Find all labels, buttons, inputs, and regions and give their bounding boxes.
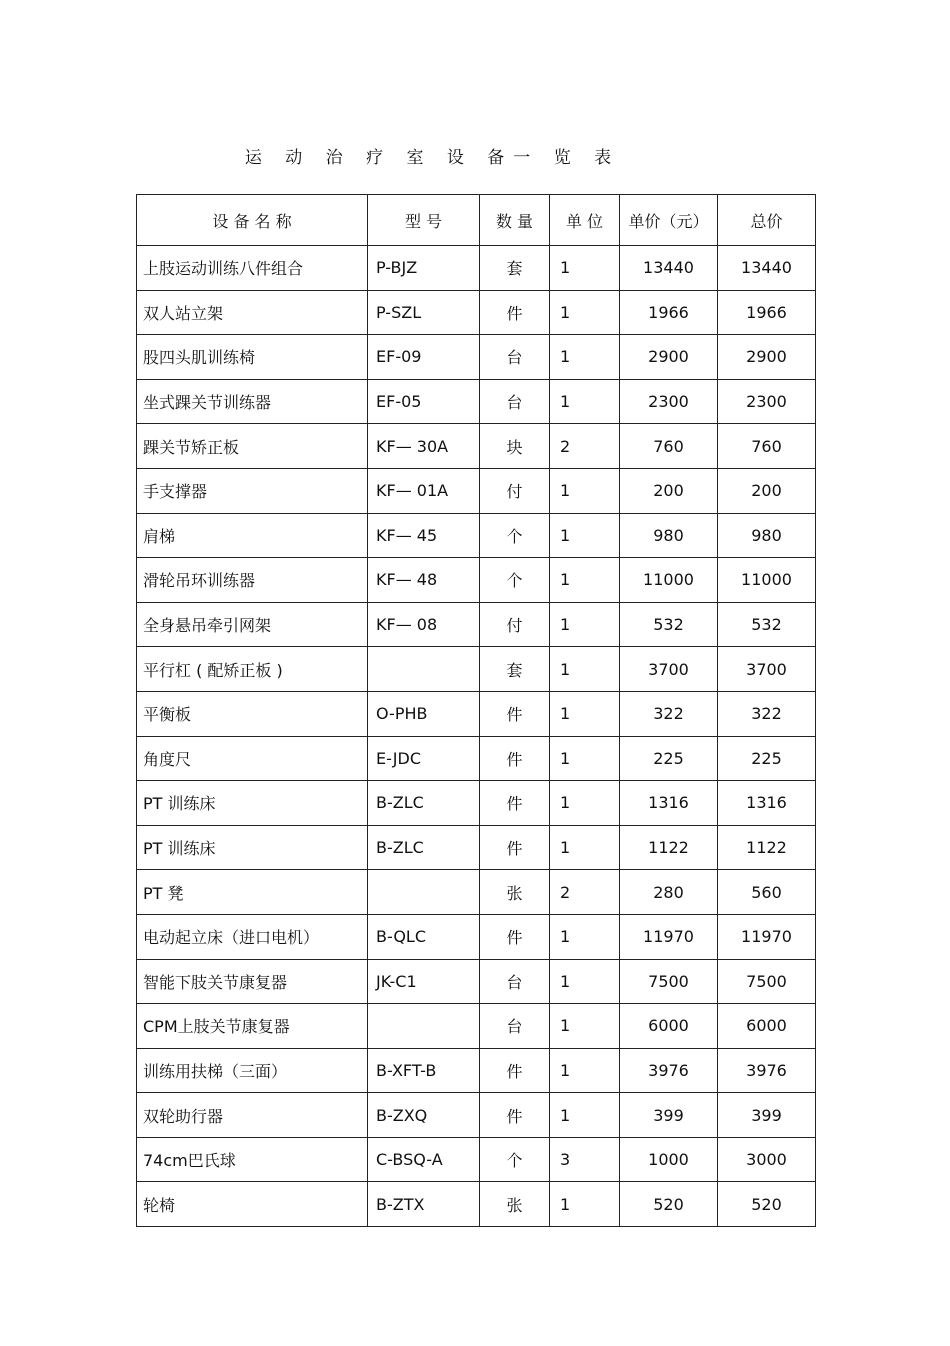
- cell-model: P-BJZ: [368, 246, 480, 291]
- cell-unit: 3: [550, 1137, 620, 1182]
- cell-unit: 1: [550, 468, 620, 513]
- table-row: [137, 914, 816, 959]
- cell-model: KF— 48: [368, 558, 480, 603]
- cell-unit-price: 1000: [620, 1137, 718, 1182]
- table-row: [137, 290, 816, 335]
- cell-quantity: 张: [480, 870, 550, 915]
- cell-total: 3000: [718, 1137, 816, 1182]
- cell-total: 200: [718, 468, 816, 513]
- cell-unit-price: 200: [620, 468, 718, 513]
- table-row: [137, 736, 816, 781]
- cell-model: P-SZL: [368, 290, 480, 335]
- cell-quantity: 件: [480, 691, 550, 736]
- cell-model: B-ZLC: [368, 781, 480, 826]
- table-row: [137, 602, 816, 647]
- cell-model: [368, 1004, 480, 1049]
- cell-name: 轮椅: [137, 1182, 368, 1227]
- cell-name: 74cm巴氏球: [137, 1137, 368, 1182]
- cell-unit: 1: [550, 558, 620, 603]
- cell-name: CPM上肢关节康复器: [137, 1004, 368, 1049]
- cell-model: JK-C1: [368, 959, 480, 1004]
- cell-name: PT 训练床: [137, 825, 368, 870]
- cell-name: 训练用扶梯（三面）: [137, 1048, 368, 1093]
- cell-name: 双轮助行器: [137, 1093, 368, 1138]
- header-name: 设 备 名 称: [137, 195, 368, 246]
- table-row: [137, 1137, 816, 1182]
- cell-unit-price: 1966: [620, 290, 718, 335]
- table-header-row: [137, 195, 816, 246]
- cell-unit-price: 3700: [620, 647, 718, 692]
- cell-unit-price: 2300: [620, 379, 718, 424]
- header-quantity: 数 量: [480, 195, 550, 246]
- cell-quantity: 付: [480, 602, 550, 647]
- cell-name: 角度尺: [137, 736, 368, 781]
- cell-total: 225: [718, 736, 816, 781]
- cell-unit: 1: [550, 959, 620, 1004]
- cell-quantity: 套: [480, 246, 550, 291]
- cell-unit: 1: [550, 914, 620, 959]
- cell-total: 980: [718, 513, 816, 558]
- cell-model: EF-05: [368, 379, 480, 424]
- cell-total: 11970: [718, 914, 816, 959]
- cell-name: 双人站立架: [137, 290, 368, 335]
- cell-unit: 2: [550, 870, 620, 915]
- cell-quantity: 件: [480, 781, 550, 826]
- cell-unit: 1: [550, 246, 620, 291]
- cell-model: B-ZXQ: [368, 1093, 480, 1138]
- cell-quantity: 付: [480, 468, 550, 513]
- cell-unit-price: 532: [620, 602, 718, 647]
- cell-unit-price: 11000: [620, 558, 718, 603]
- cell-model: KF— 01A: [368, 468, 480, 513]
- cell-quantity: 个: [480, 513, 550, 558]
- cell-unit: 1: [550, 825, 620, 870]
- cell-quantity: 台: [480, 335, 550, 380]
- table-row: [137, 647, 816, 692]
- cell-total: 6000: [718, 1004, 816, 1049]
- header-total: 总价: [718, 195, 816, 246]
- cell-total: 520: [718, 1182, 816, 1227]
- cell-model: E-JDC: [368, 736, 480, 781]
- cell-unit: 2: [550, 424, 620, 469]
- cell-quantity: 套: [480, 647, 550, 692]
- cell-unit: 1: [550, 1182, 620, 1227]
- cell-unit-price: 760: [620, 424, 718, 469]
- cell-unit: 1: [550, 781, 620, 826]
- cell-quantity: 台: [480, 379, 550, 424]
- cell-quantity: 件: [480, 825, 550, 870]
- cell-name: 平衡板: [137, 691, 368, 736]
- cell-name: PT 凳: [137, 870, 368, 915]
- table-row: [137, 1004, 816, 1049]
- cell-total: 7500: [718, 959, 816, 1004]
- cell-model: B-XFT-B: [368, 1048, 480, 1093]
- cell-quantity: 个: [480, 1137, 550, 1182]
- cell-model: KF— 30A: [368, 424, 480, 469]
- cell-unit: 1: [550, 379, 620, 424]
- table-row: [137, 513, 816, 558]
- cell-unit: 1: [550, 335, 620, 380]
- cell-quantity: 件: [480, 736, 550, 781]
- cell-name: 滑轮吊环训练器: [137, 558, 368, 603]
- cell-unit-price: 980: [620, 513, 718, 558]
- cell-total: 532: [718, 602, 816, 647]
- cell-total: 1966: [718, 290, 816, 335]
- cell-unit-price: 225: [620, 736, 718, 781]
- table-row: [137, 1048, 816, 1093]
- cell-name: 肩梯: [137, 513, 368, 558]
- cell-total: 3700: [718, 647, 816, 692]
- table-row: [137, 246, 816, 291]
- cell-quantity: 块: [480, 424, 550, 469]
- table-row: [137, 781, 816, 826]
- header-unit-price: 单价（元）: [620, 195, 718, 246]
- table-row: [137, 1182, 816, 1227]
- cell-quantity: 件: [480, 1048, 550, 1093]
- cell-total: 560: [718, 870, 816, 915]
- cell-quantity: 台: [480, 959, 550, 1004]
- cell-unit: 1: [550, 691, 620, 736]
- table-row: [137, 1093, 816, 1138]
- table-row: [137, 558, 816, 603]
- document-title: 运 动 治 疗 室 设 备一 览 表: [244, 148, 621, 168]
- cell-name: 坐式踝关节训练器: [137, 379, 368, 424]
- cell-name: PT 训练床: [137, 781, 368, 826]
- cell-unit: 1: [550, 290, 620, 335]
- cell-model: [368, 870, 480, 915]
- cell-unit-price: 1316: [620, 781, 718, 826]
- cell-quantity: 件: [480, 290, 550, 335]
- cell-total: 399: [718, 1093, 816, 1138]
- table-row: [137, 691, 816, 736]
- cell-model: B-ZTX: [368, 1182, 480, 1227]
- cell-unit: 1: [550, 513, 620, 558]
- cell-unit-price: 3976: [620, 1048, 718, 1093]
- cell-total: 11000: [718, 558, 816, 603]
- cell-unit-price: 322: [620, 691, 718, 736]
- header-model: 型 号: [368, 195, 480, 246]
- table-row: [137, 825, 816, 870]
- cell-name: 上肢运动训练八件组合: [137, 246, 368, 291]
- cell-model: KF— 08: [368, 602, 480, 647]
- cell-model: O-PHB: [368, 691, 480, 736]
- cell-model: C-BSQ-A: [368, 1137, 480, 1182]
- table-row: [137, 870, 816, 915]
- cell-model: KF— 45: [368, 513, 480, 558]
- cell-unit-price: 1122: [620, 825, 718, 870]
- cell-total: 13440: [718, 246, 816, 291]
- cell-name: 电动起立床（进口电机）: [137, 914, 368, 959]
- table-row: [137, 468, 816, 513]
- cell-unit: 1: [550, 647, 620, 692]
- table-row: [137, 959, 816, 1004]
- cell-unit-price: 399: [620, 1093, 718, 1138]
- cell-model: B-ZLC: [368, 825, 480, 870]
- cell-quantity: 个: [480, 558, 550, 603]
- cell-name: 平行杠 ( 配矫正板 ): [137, 647, 368, 692]
- header-unit: 单 位: [550, 195, 620, 246]
- cell-unit-price: 11970: [620, 914, 718, 959]
- cell-unit: 1: [550, 1048, 620, 1093]
- cell-name: 踝关节矫正板: [137, 424, 368, 469]
- table-row: [137, 379, 816, 424]
- cell-unit-price: 6000: [620, 1004, 718, 1049]
- equipment-table: [136, 194, 816, 1227]
- table-row: [137, 424, 816, 469]
- cell-unit: 1: [550, 602, 620, 647]
- cell-quantity: 张: [480, 1182, 550, 1227]
- cell-quantity: 台: [480, 1004, 550, 1049]
- cell-unit: 1: [550, 1004, 620, 1049]
- table-row: [137, 335, 816, 380]
- cell-name: 全身悬吊牵引网架: [137, 602, 368, 647]
- cell-quantity: 件: [480, 914, 550, 959]
- cell-total: 1316: [718, 781, 816, 826]
- cell-unit-price: 13440: [620, 246, 718, 291]
- cell-total: 1122: [718, 825, 816, 870]
- cell-unit-price: 520: [620, 1182, 718, 1227]
- cell-quantity: 件: [480, 1093, 550, 1138]
- cell-unit: 1: [550, 1093, 620, 1138]
- cell-total: 2300: [718, 379, 816, 424]
- cell-model: EF-09: [368, 335, 480, 380]
- cell-unit-price: 280: [620, 870, 718, 915]
- cell-total: 322: [718, 691, 816, 736]
- cell-unit: 1: [550, 736, 620, 781]
- cell-name: 手支撑器: [137, 468, 368, 513]
- cell-name: 智能下肢关节康复器: [137, 959, 368, 1004]
- cell-unit-price: 2900: [620, 335, 718, 380]
- cell-total: 2900: [718, 335, 816, 380]
- cell-model: [368, 647, 480, 692]
- cell-model: B-QLC: [368, 914, 480, 959]
- cell-unit-price: 7500: [620, 959, 718, 1004]
- cell-name: 股四头肌训练椅: [137, 335, 368, 380]
- cell-total: 760: [718, 424, 816, 469]
- cell-total: 3976: [718, 1048, 816, 1093]
